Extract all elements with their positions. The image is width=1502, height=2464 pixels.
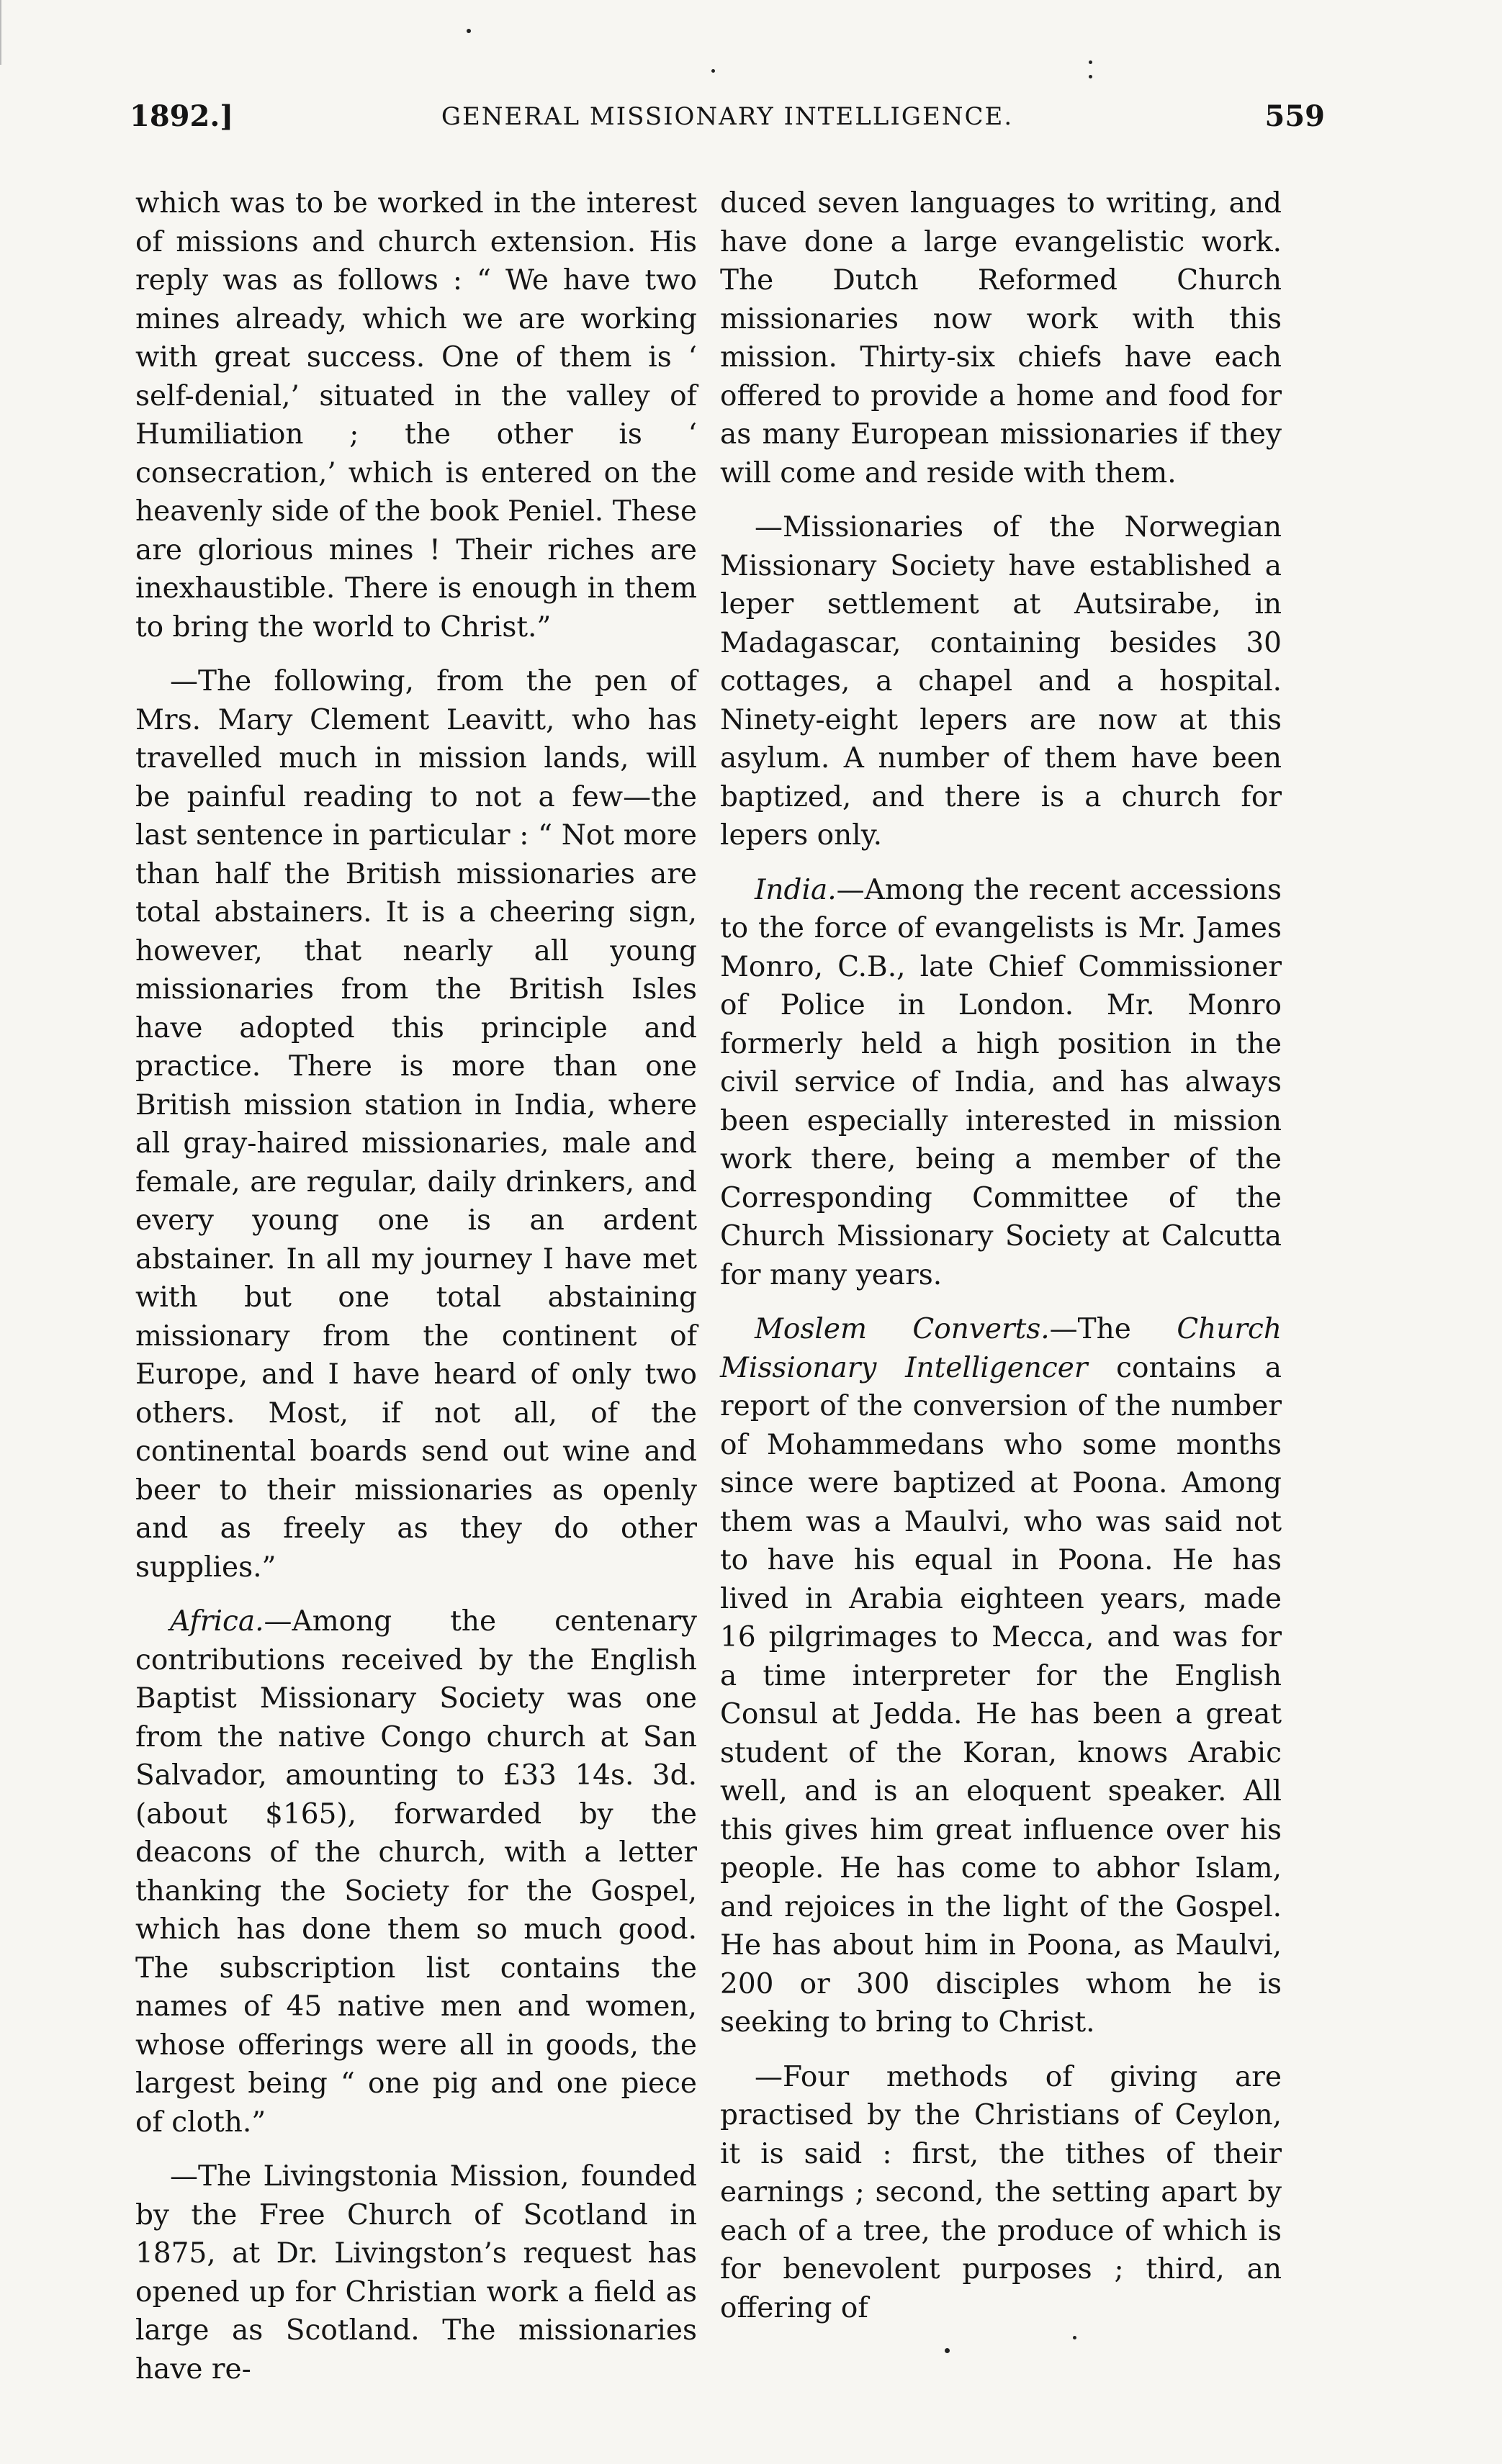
right-column	[720, 184, 1282, 2343]
journal-title: Church Missionary Intelligencer	[720, 1313, 1282, 1384]
scan-speck	[945, 2348, 950, 2353]
paragraph	[720, 1310, 1282, 2042]
paragraph-text: contains a report of the conversion of the number of Mohammedans who some months since were baptized at Poona. Among them was a Maulvi, who was said not to have his equal in Poona. He has lived in Arabia eighteen years, made 16 pilgrimages to Mecca, and was for a time interpreter for the English Consul at Jedda. He has been a great student of the Koran, knows Arabic well, and is an eloquent speaker. All this gives him great influence over his people. He has come to abhor Islam, and rejoices in the light of the Gospel. He has about him in Poona, as Maulvi, 200 or 300 disciples whom he is seeking to bring to Christ.	[720, 1351, 1282, 2039]
paragraph: —Missionaries of the Norwegian Missionary Society have established a leper settlement at Autsirabe, in Madagascar, containing besides 30 cottages, a chapel and a hospital. Ninety-eight lepers are now at this asylum. A number of them have been baptized, and there is a church for lepers only.	[720, 511, 1282, 852]
scan-margin-mark	[0, 0, 1, 65]
section-label: Moslem Converts.	[755, 1313, 1050, 1345]
paragraph: —The Livingstonia Mission, founded by the Free Church of Scotland in 1875, at Dr. Livingston’s request has opened up for Christian work a field as large as Scotland. The missionaries have re-	[135, 2160, 697, 2386]
left-column	[135, 184, 697, 2404]
paragraph-text: —Among the recent accessions to the force of evangelists is Mr. James Monro, C.B., late Chief Commissioner of Police in London. Mr. Monro formerly held a high position in the civil service of India, and has always been especially interested in mission work there, being a member of the Corresponding Committee of the Church Missionary Society at Calcutta for many years.	[720, 873, 1282, 1291]
paragraph	[720, 871, 1282, 1295]
scan-speck	[711, 69, 715, 73]
scan-speck	[1089, 75, 1092, 78]
scan-speck	[1089, 60, 1092, 64]
section-label: Africa.	[170, 1605, 264, 1638]
header-title: GENERAL MISSIONARY INTELLIGENCE.	[441, 102, 1014, 131]
paragraph-text: —Among the centenary contributions received by the English Baptist Missionary Society was one from the native Congo church at San Salvador, amounting to £33 14s. 3d. (about $165), forwarded by the deacons of the church, with a letter thanking the Society for the Gospel, which has done them so much good. The subscription list contains the names of 45 native men and women, whose offerings were all in goods, the largest being “ one pig and one piece of cloth.”	[135, 1605, 697, 2139]
page-number: 559	[1264, 99, 1325, 133]
paragraph: which was to be worked in the interest of missions and church extension. His reply was as follows : “ We have two mines already, which we are working with great success. One of them is ‘ self-denial,’ situated in the valley of Humiliation ; the other is ‘ consecration,’ which is entered on the heavenly side of the book Peniel. These are glorious mines ! Their riches are inexhaustible. There is enough in them to bring the world to Christ.”	[135, 187, 697, 644]
section-label: India.	[755, 873, 837, 906]
paragraph	[135, 1602, 697, 2142]
scan-speck	[467, 29, 471, 33]
paragraph: duced seven languages to writing, and have done a large evangelistic work. The Dutch Reformed Church missionaries now work with this mission. Thirty-six chiefs have each offered to provide a home and food for as many European missionaries if they will come and reside with them.	[720, 187, 1282, 489]
paragraph-text: —The	[1049, 1313, 1177, 1345]
paragraph: —Four methods of giving are practised by the Christians of Ceylon, it is said : first, the tithes of their earnings ; second, the setting apart by each of a tree, the produce of which is for benevolent purposes ; third, an offering of	[720, 2060, 1282, 2324]
running-header	[130, 99, 1325, 143]
paragraph: —The following, from the pen of Mrs. Mary Clement Leavitt, who has travelled much in mission lands, will be painful reading to not a few—the last sentence in particular : “ Not more than half the British missionaries are total abstainers. It is a cheering sign, however, that nearly all young missionaries from the British Isles have adopted this principle and practice. There is more than one British mission station in India, where all gray-haired missionaries, male and female, are regular, daily drinkers, and every young one is an ardent abstainer. In all my journey I have met with but one total abstaining missionary from the continent of Europe, and I have heard of only two others. Most, if not all, of the continental boards send out wine and beer to their missionaries as openly and as freely as they do other supplies.”	[135, 665, 697, 1584]
header-year: 1892.]	[130, 99, 234, 133]
